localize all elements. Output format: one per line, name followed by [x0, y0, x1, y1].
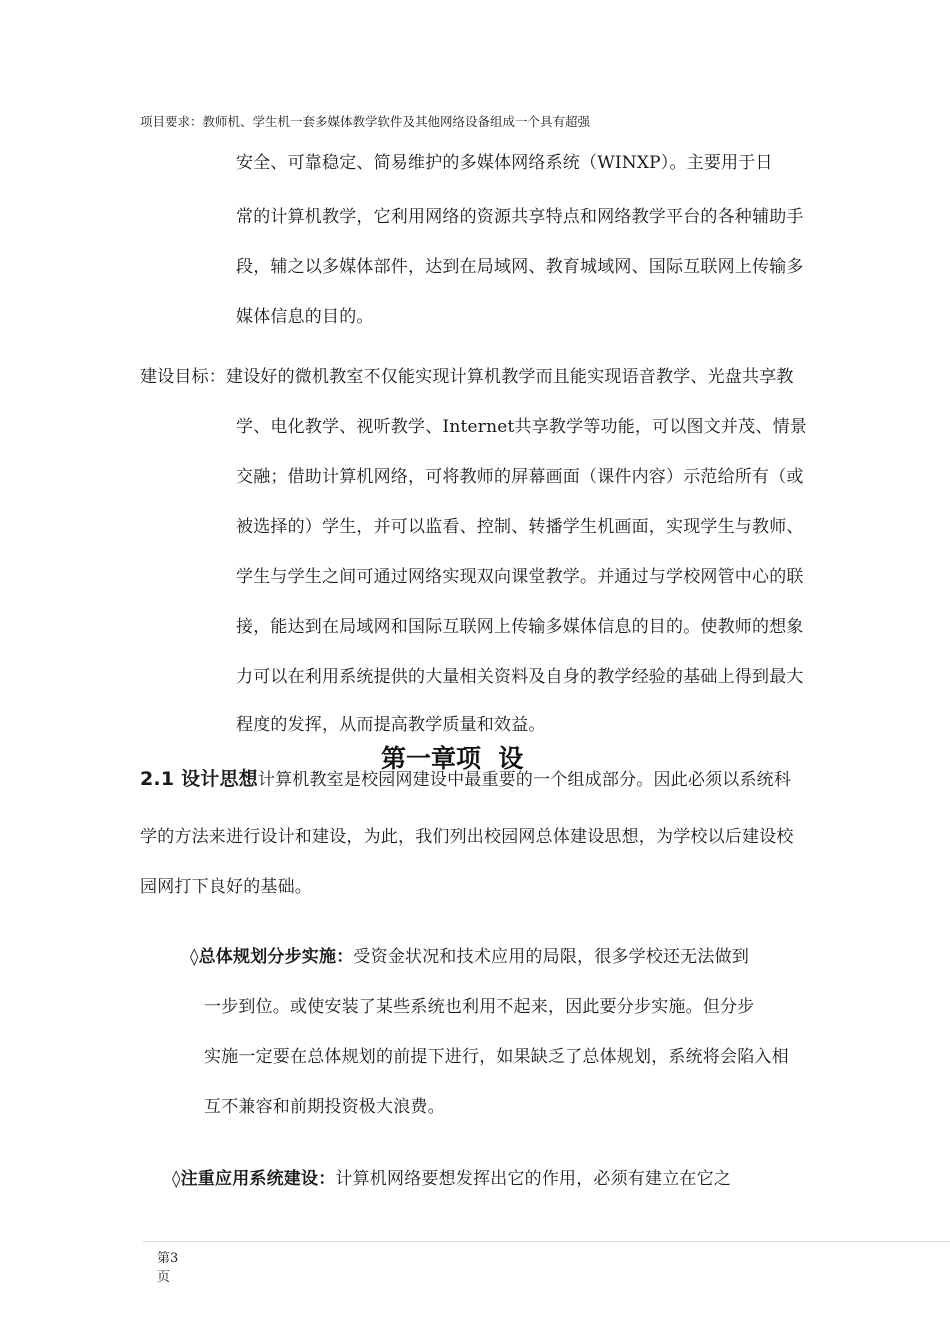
principle-1-line: 实施一定要在总体规划的前提下进行，如果缺乏了总体规划，系统将会陷入相	[204, 1047, 789, 1067]
section-text: 计算机教室是校园网建设中最重要的一个组成部分。因此必须以系统科	[257, 770, 792, 790]
principle-1-line: 互不兼容和前期投资极大浪费。	[204, 1097, 445, 1117]
principle-1-text: 受资金状况和技术应用的局限，很多学校还无法做到	[353, 947, 750, 967]
requirements-line: 安全、可靠稳定、简易维护的多媒体网络系统（WINXP）。主要用于日	[236, 153, 773, 173]
goals-line: 接，能达到在局域网和国际互联网上传输多媒体信息的目的。使教师的想象	[236, 617, 804, 637]
goals-line: 学生与学生之间可通过网络实现双向课堂教学。并通过与学校网管中心的联	[236, 567, 804, 587]
requirements-line: 媒体信息的目的。	[236, 307, 374, 327]
goals-line: 建设目标：建设好的微机教室不仅能实现计算机教学而且能实现语音教学、光盘共享教	[140, 367, 794, 387]
page-number: 第3页	[157, 1251, 179, 1285]
principle-1-title: 总体规划分步实施：	[198, 947, 354, 967]
principle-2-title: 注重应用系统建设：	[180, 1169, 336, 1189]
goals-line: 交融；借助计算机网络，可将教师的屏幕画面（课件内容）示范给所有（或	[236, 467, 804, 487]
principle-1-line: 一步到位。或使安装了某些系统也利用不起来，因此要分步实施。但分步	[204, 997, 755, 1017]
chapter-heading: 第一章项 设	[381, 744, 524, 773]
diamond-bullet-icon: ◊	[190, 947, 199, 967]
footer-divider	[143, 1241, 950, 1242]
principle-2-first-line	[172, 1168, 731, 1190]
principle-2-text: 计算机网络要想发挥出它的作用，必须有建立在它之	[335, 1169, 732, 1189]
requirements-line: 段，辅之以多媒体部件，达到在局域网、教育城域网、国际互联网上传输多	[236, 257, 804, 277]
section-line: 学的方法来进行设计和建设，为此，我们列出校园网总体建设思想，为学校以后建设校	[140, 827, 794, 847]
diamond-bullet-icon: ◊	[172, 1169, 181, 1189]
principle-1-first-line	[190, 946, 749, 968]
goals-line: 程度的发挥，从而提高教学质量和效益。	[236, 715, 546, 735]
project-requirement-header: 项目要求：教师机、学生机一套多媒体教学软件及其他网络设备组成一个具有超强	[140, 114, 591, 129]
goals-line: 被选择的）学生，并可以监看、控制、转播学生机画面，实现学生与教师、	[236, 517, 804, 537]
section-line: 园网打下良好的基础。	[140, 877, 312, 897]
goals-line: 力可以在利用系统提供的大量相关资料及自身的教学经验的基础上得到最大	[236, 667, 804, 687]
goals-line: 学、电化教学、视听教学、Internet共享教学等功能，可以图文并茂、情景	[236, 417, 807, 437]
section-first-line	[140, 768, 791, 791]
requirements-line: 常的计算机教学，它利用网络的资源共享特点和网络教学平台的各种辅助手	[236, 207, 804, 227]
section-title: 2.1 设计思想	[140, 768, 258, 790]
